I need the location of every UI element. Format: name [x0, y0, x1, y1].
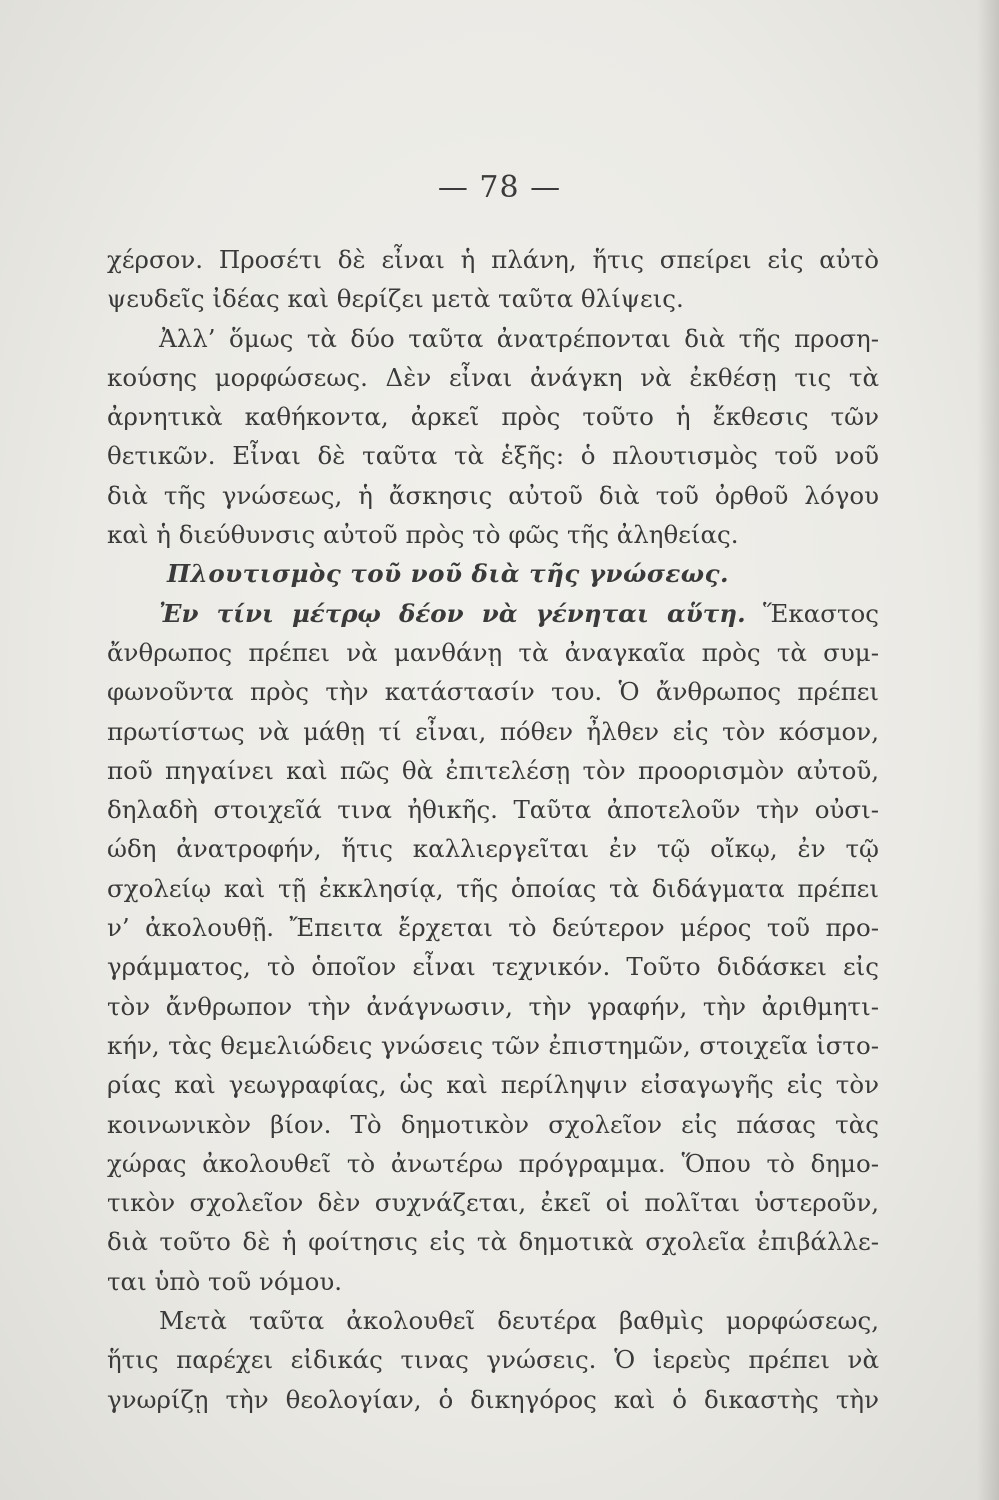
text-line: φωνοῦντα πρὸς τὴν κατάστασίν του. Ὁ ἄνθρωπος πρέπει: [107, 677, 879, 707]
text-line: ἄνθρωπος πρέπει νὰ μανθάνῃ τὰ ἀναγκαῖα πρὸς τὰ συμ-: [107, 637, 879, 667]
text-line: τικὸν σχολεῖον δὲν συχνάζεται, ἐκεῖ οἱ πολῖται ὑστεροῦν,: [107, 1188, 879, 1218]
subheading-continuation: Ἕκαστος: [763, 598, 879, 628]
text-line: τὸν ἄνθρωπον τὴν ἀνάγνωσιν, τὴν γραφήν, τὴν ἀριθμητι-: [107, 991, 879, 1021]
section-heading: Πλουτισμὸς τοῦ νοῦ διὰ τῆς γνώσεως.: [167, 559, 730, 589]
text-line: κήν, τὰς θεμελιώδεις γνώσεις τῶν ἐπιστημῶν, στοιχεῖα ἱστο-: [107, 1030, 879, 1060]
subheading-line: [107, 594, 879, 633]
text-line: ρίας καὶ γεωγραφίας, ὡς καὶ περίληψιν εἰσαγωγῆς εἰς τὸν: [107, 1070, 879, 1100]
text-line: κούσης μορφώσεως. Δὲν εἶναι ἀνάγκη νὰ ἐκθέσῃ τις τὰ: [107, 362, 879, 392]
text-line: δηλαδὴ στοιχεῖά τινα ἠθικῆς. Ταῦτα ἀποτελοῦν τὴν οὐσι-: [107, 795, 879, 825]
text-line: διὰ τοῦτο δὲ ἡ φοίτησις εἰς τὰ δημοτικὰ σχολεῖα ἐπιβάλλε-: [107, 1227, 879, 1257]
page-number: — 78 —: [437, 170, 562, 205]
text-line: ώδη ἀνατροφήν, ἥτις καλλιεργεῖται ἐν τῷ οἴκῳ, ἐν τῷ: [107, 834, 879, 864]
text-line: Μετὰ ταῦτα ἀκολουθεῖ δευτέρα βαθμὶς μορφώσεως,: [159, 1306, 879, 1336]
text-line: ἥτις παρέχει εἰδικάς τινας γνώσεις. Ὁ ἱερεὺς πρέπει νὰ: [107, 1345, 879, 1375]
text-line: καὶ ἡ διεύθυνσις αὐτοῦ πρὸς τὸ φῶς τῆς ἀληθείας.: [107, 520, 739, 550]
body-text: [107, 240, 879, 1419]
subheading-text: Ἐν τίνι μέτρῳ δέον νὰ γένηται αὕτη.: [159, 598, 746, 628]
text-line: πρωτίστως νὰ μάθῃ τί εἶναι, πόθεν ἦλθεν εἰς τὸν κόσμον,: [107, 716, 879, 746]
text-line: γράμματος, τὸ ὁποῖον εἶναι τεχνικόν. Τοῦτο διδάσκει εἰς: [107, 952, 879, 982]
text-line: διὰ τῆς γνώσεως, ἡ ἄσκησις αὐτοῦ διὰ τοῦ ὀρθοῦ λόγου: [107, 480, 879, 510]
text-line: ν’ ἀκολουθῇ. Ἔπειτα ἔρχεται τὸ δεύτερον μέρος τοῦ προ-: [107, 913, 879, 943]
text-line: κοινωνικὸν βίον. Τὸ δημοτικὸν σχολεῖον εἰς πάσας τὰς: [107, 1109, 879, 1139]
text-line: θετικῶν. Εἶναι δὲ ταῦτα τὰ ἑξῆς: ὁ πλουτισμὸς τοῦ νοῦ: [107, 441, 879, 471]
text-line: γνωρίζῃ τὴν θεολογίαν, ὁ δικηγόρος καὶ ὁ δικαστὴς τὴν: [107, 1384, 879, 1414]
text-line: ἀρνητικὰ καθήκοντα, ἀρκεῖ πρὸς τοῦτο ἡ ἔκθεσις τῶν: [107, 402, 879, 432]
text-line: χώρας ἀκολουθεῖ τὸ ἀνωτέρω πρόγραμμα. Ὅπου τὸ δημο-: [107, 1148, 879, 1178]
text-line: σχολείῳ καὶ τῇ ἐκκλησίᾳ, τῆς ὁποίας τὰ διδάγματα πρέπει: [107, 873, 879, 903]
text-line: χέρσον. Προσέτι δὲ εἶναι ἡ πλάνη, ἥτις σπείρει εἰς αὐτὸ: [107, 245, 879, 274]
text-line: Ἀλλ’ ὅμως τὰ δύο ταῦτα ἀνατρέπονται διὰ τῆς προση-: [159, 323, 879, 353]
text-line: ται ὑπὸ τοῦ νόμου.: [107, 1266, 343, 1296]
text-line: ποῦ πηγαίνει καὶ πῶς θὰ ἐπιτελέσῃ τὸν προορισμὸν αὐτοῦ,: [107, 755, 879, 785]
text-line: ψευδεῖς ἰδέας καὶ θερίζει μετὰ ταῦτα θλίψεις.: [107, 284, 684, 314]
page-edge-shadow: [977, 0, 999, 1500]
